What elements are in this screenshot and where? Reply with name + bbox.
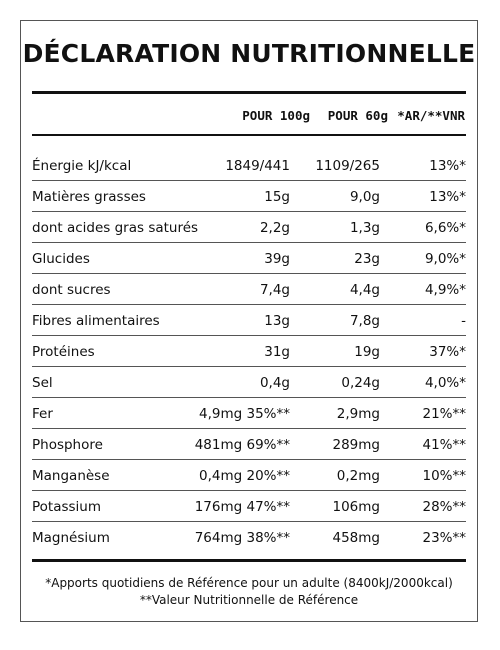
row-per-60g: 289mg [332, 437, 380, 453]
row-ar: 6,6%* [424, 220, 466, 236]
row-per-60g: 106mg [332, 499, 380, 515]
row-per-100g: 7,4g [259, 282, 290, 298]
row-per-100g: 13g [264, 313, 290, 329]
row-ar: 41%** [422, 437, 466, 453]
row-label: Glucides [32, 251, 90, 267]
row-ar: 13%* [429, 158, 466, 174]
footer-divider [32, 559, 466, 562]
row-ar: - [461, 313, 466, 329]
row-label: dont acides gras saturés [32, 220, 199, 236]
row-per-100g: 2,2g [259, 220, 290, 236]
table-row [32, 305, 466, 336]
row-label: Magnésium [32, 530, 110, 546]
row-per-100g: 4,9mg 35%** [199, 406, 290, 422]
row-label: Phosphore [32, 437, 103, 453]
row-label: Sel [32, 375, 53, 391]
table-row [32, 274, 466, 305]
row-per-60g: 2,9mg [336, 406, 380, 422]
footnote-vnr: **Valeur Nutritionnelle de Référence [139, 593, 359, 607]
row-label: Fer [32, 406, 53, 422]
table-row [32, 336, 466, 367]
row-label: dont sucres [32, 282, 111, 298]
row-per-100g: 1849/441 [225, 158, 290, 174]
row-per-60g: 19g [354, 344, 380, 360]
row-label: Fibres alimentaires [32, 313, 160, 329]
row-per-60g: 1109/265 [315, 158, 380, 174]
table-row [32, 212, 466, 243]
table-row [32, 181, 466, 212]
row-label: Matières grasses [32, 189, 146, 205]
row-label: Protéines [32, 344, 95, 360]
row-per-100g: 0,4mg 20%** [199, 468, 290, 484]
row-ar: 13%* [429, 189, 466, 205]
row-ar: 23%** [422, 530, 466, 546]
row-per-100g: 481mg 69%** [194, 437, 290, 453]
header-per-100g: POUR 100g [242, 108, 310, 123]
row-label: Manganèse [32, 468, 110, 484]
table-row [32, 460, 466, 491]
table-row [32, 491, 466, 522]
row-ar: 37%* [429, 344, 466, 360]
row-ar: 4,0%* [424, 375, 466, 391]
table-row [32, 429, 466, 460]
row-per-60g: 23g [354, 251, 380, 267]
row-per-100g: 15g [264, 189, 290, 205]
row-per-100g: 31g [264, 344, 290, 360]
row-per-100g: 0,4g [259, 375, 290, 391]
row-ar: 9,0%* [424, 251, 466, 267]
row-per-60g: 7,8g [349, 313, 380, 329]
title-divider [32, 91, 466, 94]
table-row [32, 367, 466, 398]
table-row [32, 398, 466, 429]
row-ar: 21%** [422, 406, 466, 422]
row-per-60g: 4,4g [349, 282, 380, 298]
row-label: Potassium [32, 499, 102, 515]
row-per-60g: 9,0g [349, 189, 380, 205]
nutrition-label [20, 20, 478, 622]
header-per-60g: POUR 60g [327, 108, 388, 123]
row-per-60g: 1,3g [349, 220, 380, 236]
row-per-60g: 0,2mg [336, 468, 380, 484]
header-ar-vnr: *AR/**VNR [397, 108, 465, 123]
row-per-60g: 458mg [332, 530, 380, 546]
footnote-ar: *Apports quotidiens de Référence pour un adulte (8400kJ/2000kcal) [45, 576, 453, 590]
row-per-100g: 176mg 47%** [194, 499, 290, 515]
table-row [32, 243, 466, 274]
page-title: DÉCLARATION NUTRITIONNELLE [22, 39, 476, 68]
table-row [32, 150, 466, 181]
row-ar: 10%** [422, 468, 466, 484]
row-label: Énergie kJ/kcal [32, 158, 132, 174]
row-per-100g: 39g [264, 251, 290, 267]
row-per-100g: 764mg 38%** [194, 530, 290, 546]
row-ar: 4,9%* [424, 282, 466, 298]
header-divider [32, 134, 466, 136]
row-ar: 28%** [422, 499, 466, 515]
nutrition-table [32, 150, 466, 553]
row-per-60g: 0,24g [341, 375, 380, 391]
table-row [32, 522, 466, 553]
